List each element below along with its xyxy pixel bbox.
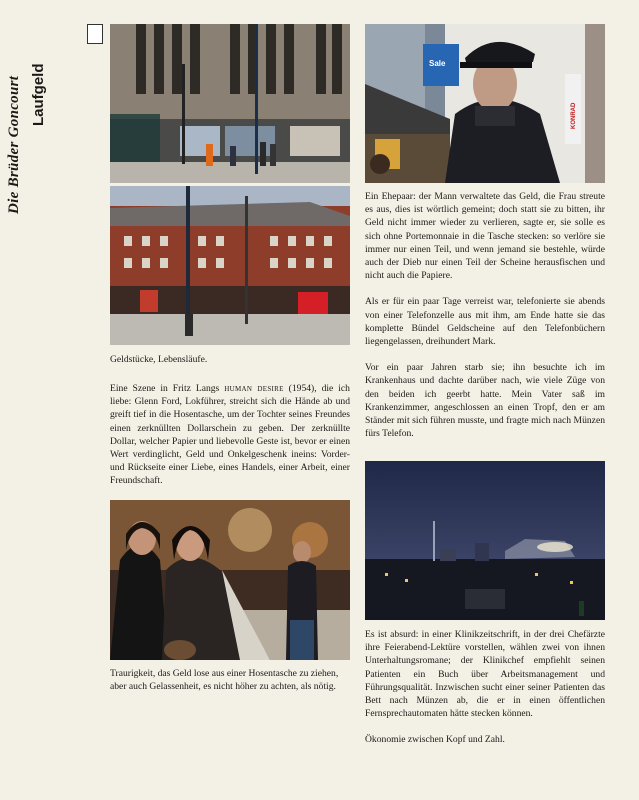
right-column-text <box>365 190 605 440</box>
sign-sale: Sale <box>429 59 446 68</box>
page-marker-icon <box>87 24 103 44</box>
caption-traurigkeit: Traurigkeit, das Geld lose aus einer Hosentasche zu ziehen, aber auch Gelassenheit, es nicht höher zu achten, als nötig. <box>110 668 339 693</box>
paragraph-krankenhaus: Vor ein paar Jahren starb sie; ihn besuchte ich im Krankenhaus und dachte darüber nach, wie viele Züge von den beiden ich geerbt hatte. Mein Vater saß im Krankenzimmer, angeschlossen an einen Tropf, den er am Ständer mit sich führen musste, und fragte mich nach Münzen fürs Telefon. <box>365 362 605 440</box>
paragraph-telefonzelle: Als er für ein paar Tage verreist war, telefonierte sie abends von einer Telefonzelle aus mit ihm, am Ende hatte sie das komplette Bündel Geldscheine auf den Telefonbüchern liegengelassen, dreihundert Mark. <box>365 296 605 348</box>
film-title: human desire <box>224 383 284 394</box>
lang-text-after: (1954), die ich liebe: Glenn Ford, Lokführer, streicht sich die Hände ab und greift tief in die Hosentasche, um der Tochter seines Freundes einen zerknüllten Dollarschein zu geben. Der zerknüllte Dollar, welcher Papier und liebevolle Geste ist, bevor er einen Wert verdinglicht, Geld und Onkelgeschenk ineins: Vorder- und Rückseite einer Liebe, eines Handels, einer Arbeit, einer Freundschaft. <box>110 383 350 487</box>
photo-brick-building <box>110 186 350 345</box>
photo-two-women <box>110 500 350 660</box>
caption-geldstuecke: Geldstücke, Lebensläufe. <box>110 354 208 365</box>
header <box>2 24 60 224</box>
photo-night-city <box>365 461 605 620</box>
series-title: Die Brüder Goncourt <box>6 75 22 214</box>
paragraph-ehepaar: Ein Ehepaar: der Mann verwaltete das Geld, die Frau streute es aus, dies ist wörtlich gemeint; doch statt sie zu bitten, ihr Geld nicht immer wieder zu verlieren, sagte er, sie solle es sich ohne Portemonnaie in die Tasche stecken: so verlöre sie immer nur einen Teil, und wenn jemand sie bestehle, würde auch der Dieb nur einen Teil der Scheine herausfischen und nicht auch die Papiere. <box>365 191 605 282</box>
photo-building-facade <box>110 24 350 183</box>
paragraph-oekonomie: Ökonomie zwischen Kopf und Zahl. <box>365 734 505 746</box>
lang-text-before: Eine Szene in Fritz Langs <box>110 383 225 394</box>
photo-man-street <box>365 24 605 183</box>
paragraph-fritz-lang <box>110 382 350 488</box>
right-column-text-bottom <box>365 628 605 747</box>
paragraph-klinikzeitschrift: Es ist absurd: in einer Klinikzeitschrift, in der drei Chefärzte ihre Feierabend-Lektüre vorstellen, wählen zwei von ihnen Unterhaltungsromane; der Klinikchef empfiehlt seinen Patienten ein Buch über Arbeitsmanagement und Führungsqualität. Inzwischen sucht einer seiner Patienten das Bett nach Münzen ab, die er in einen öffentlichen Fernsprechautomaten hätte stecken können. <box>365 629 605 720</box>
sign-konrad: KONRAD <box>571 102 577 129</box>
book-title: Laufgeld <box>30 63 47 126</box>
